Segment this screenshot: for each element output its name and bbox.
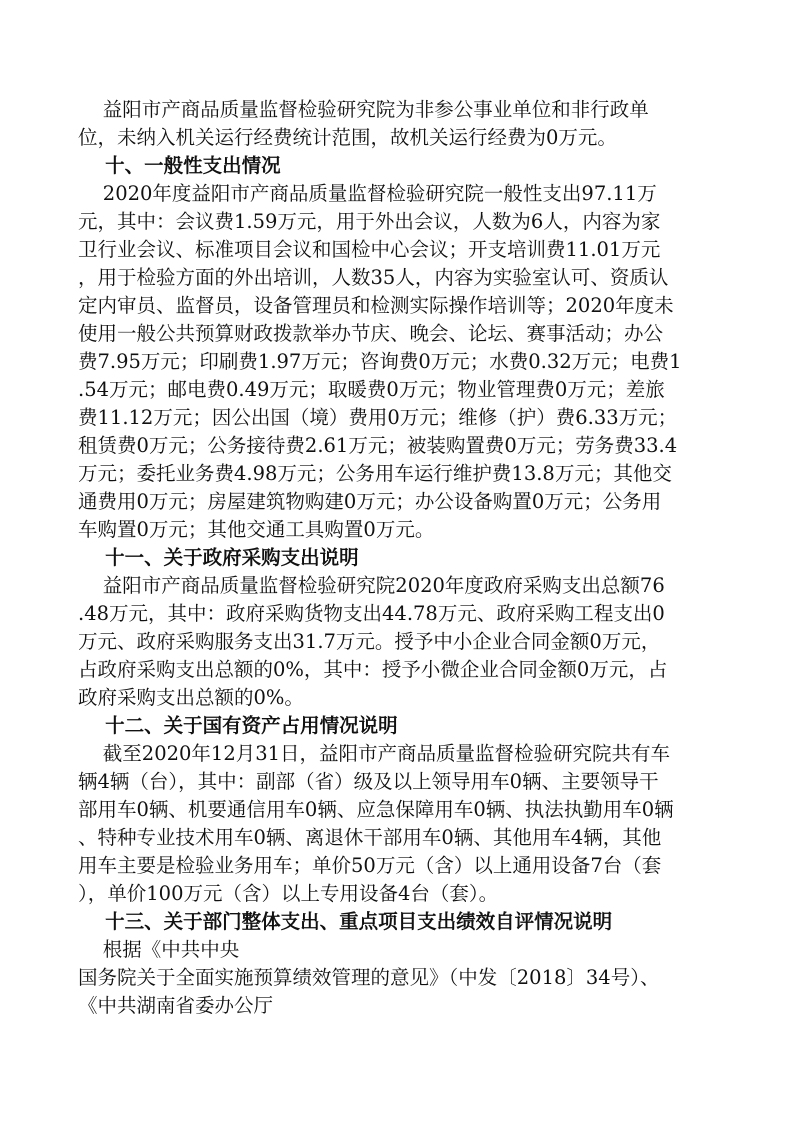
paragraph-line: 《中共湖南省委办公厅 (78, 994, 274, 1017)
paragraph-line: .54万元；邮电费0.49万元；取暖费0万元；物业管理费0万元；差旅 (78, 378, 665, 401)
paragraph-line: 用车主要是检验业务用车；单价50万元（含）以上通用设备7台（套 (78, 854, 662, 877)
paragraph-line: 政府采购支出总额的0%。 (78, 686, 304, 709)
paragraph-line: 截至2020年12月31日，益阳市产商品质量监督检验研究院共有车 (78, 742, 671, 765)
paragraph-line: 益阳市产商品质量监督检验研究院2020年度政府采购支出总额76 (78, 574, 665, 597)
paragraph-line: 卫行业会议、标准项目会议和国检中心会议；开支培训费11.01万元 (78, 238, 661, 261)
paragraph-line: 车购置0万元；其他交通工具购置0万元。 (78, 518, 435, 541)
section-heading-10: 十、一般性支出情况 (78, 154, 281, 177)
paragraph-line: 占政府采购支出总额的0%，其中：授予小微企业合同金额0万元，占 (78, 658, 668, 681)
paragraph-line: .48万元，其中：政府采购货物支出44.78万元、政府采购工程支出0 (78, 602, 665, 625)
paragraph-line: 使用一般公共预算财政拨款举办节庆、晚会、论坛、赛事活动；办公 (78, 322, 664, 345)
paragraph-line: 元，其中：会议费1.59万元，用于外出会议，人数为6人，内容为家 (78, 210, 661, 233)
paragraph-line: 、特种专业技术用车0辆、离退休干部用车0辆、其他用车4辆，其他 (78, 826, 662, 849)
paragraph-line: 万元、政府采购服务支出31.7万元。授予中小企业合同金额0万元， (78, 630, 661, 653)
paragraph-line: 位，未纳入机关运行经费统计范围，故机关运行经费为0万元。 (78, 126, 617, 149)
paragraph-line: 费7.95万元；印刷费1.97万元；咨询费0万元；水费0.32万元；电费1 (78, 350, 682, 373)
paragraph-line: 定内审员、监督员，设备管理员和检测实际操作培训等；2020年度未 (78, 294, 674, 317)
paragraph-line: 万元；委托业务费4.98万元；公务用车运行维护费13.8万元；其他交 (78, 462, 672, 485)
section-heading-13: 十三、关于部门整体支出、重点项目支出绩效自评情况说明 (78, 910, 613, 933)
paragraph-line: 根据《中共中央 (78, 938, 240, 961)
paragraph-line: ），单价100万元（含）以上专用设备4台（套）。 (78, 882, 499, 905)
paragraph-line: 2020年度益阳市产商品质量监督检验研究院一般性支出97.11万 (78, 182, 657, 205)
paragraph-line: 通费用0万元；房屋建筑物购建0万元；办公设备购置0万元；公务用 (78, 490, 662, 513)
paragraph-line: 租赁费0万元；公务接待费2.61万元；被装购置费0万元；劳务费33.4 (78, 434, 678, 457)
section-heading-11: 十一、关于政府采购支出说明 (78, 546, 359, 569)
paragraph-line: ，用于检验方面的外出培训，人数35人，内容为实验室认可、资质认 (78, 266, 669, 289)
paragraph-line: 费11.12万元；因公出国（境）费用0万元；维修（护）费6.33万元； (78, 406, 678, 429)
paragraph-line: 部用车0辆、机要通信用车0辆、应急保障用车0辆、执法执勤用车0辆 (78, 798, 674, 821)
paragraph-line: 益阳市产商品质量监督检验研究院为非参公事业单位和非行政单 (78, 98, 649, 121)
paragraph-line: 辆4辆（台），其中：副部（省）级及以上领导用车0辆、主要领导干 (78, 770, 659, 793)
section-heading-12: 十二、关于国有资产占用情况说明 (78, 714, 398, 737)
paragraph-line: 国务院关于全面实施预算绩效管理的意见》（中发〔2018〕34号）、 (78, 966, 660, 989)
